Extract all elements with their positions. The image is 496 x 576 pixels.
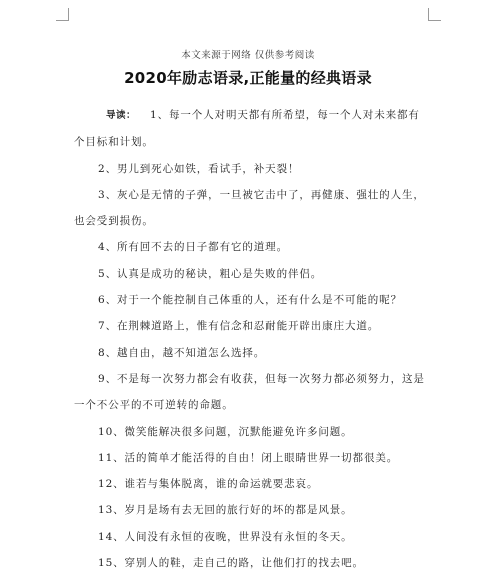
quote-paragraph-4: 4、所有回不去的日子都有它的道理。	[98, 241, 288, 254]
quote-list	[74, 102, 426, 576]
quote-paragraph-14: 14、人间没有永恒的夜晚，世界没有永恒的冬天。	[98, 530, 353, 543]
quote-paragraph-6: 6、对于一个能控制自己体重的人，还有什么是不可能的呢？	[98, 294, 402, 307]
crop-mark-top-right	[428, 8, 441, 21]
quote-paragraph-10: 10、微笑能解决很多问题，沉默能避免许多问题。	[98, 425, 353, 438]
quote-text: 1、每一个人对明天都有所希望，每一个人对未来都有个目标和计划。	[74, 109, 420, 149]
quote-paragraph-12: 12、谁若与集体脱离，谁的命运就要悲哀。	[98, 478, 319, 491]
quote-paragraph-1	[74, 102, 426, 156]
intro-label: 导读：	[106, 110, 137, 121]
quote-paragraph-2: 2、男儿到死心如铁，看试手，补天裂！	[98, 162, 300, 175]
quote-paragraph-9: 9、不是每一次努力都会有收获，但每一次努力都必须努力，这是一个不公平的不可逆转的命题。	[74, 372, 425, 412]
source-note: 本文来源于网络 仅供参考阅读	[181, 50, 315, 61]
crop-mark-top-left	[56, 8, 69, 21]
quote-paragraph-3: 3、灰心是无情的子弹，一旦被它击中了，再健康、强壮的人生，也会受到损伤。	[74, 188, 425, 228]
quote-paragraph-7: 7、在荆棘道路上，惟有信念和忍耐能开辟出康庄大道。	[98, 320, 380, 333]
quote-paragraph-13: 13、岁月是场有去无回的旅行好的坏的都是风景。	[98, 504, 353, 517]
quote-paragraph-15: 15、穿别人的鞋，走自己的路，让他们打的找去吧。	[98, 557, 364, 570]
quote-paragraph-5: 5、认真是成功的秘诀，粗心是失败的伴侣。	[98, 267, 323, 280]
quote-paragraph-11: 11、活的简单才能活得的自由！闭上眼睛世界一切都很美。	[98, 451, 399, 464]
page-title: 2020年励志语录,正能量的经典语录	[124, 69, 372, 87]
quote-paragraph-8: 8、越自由，越不知道怎么选择。	[98, 346, 266, 359]
